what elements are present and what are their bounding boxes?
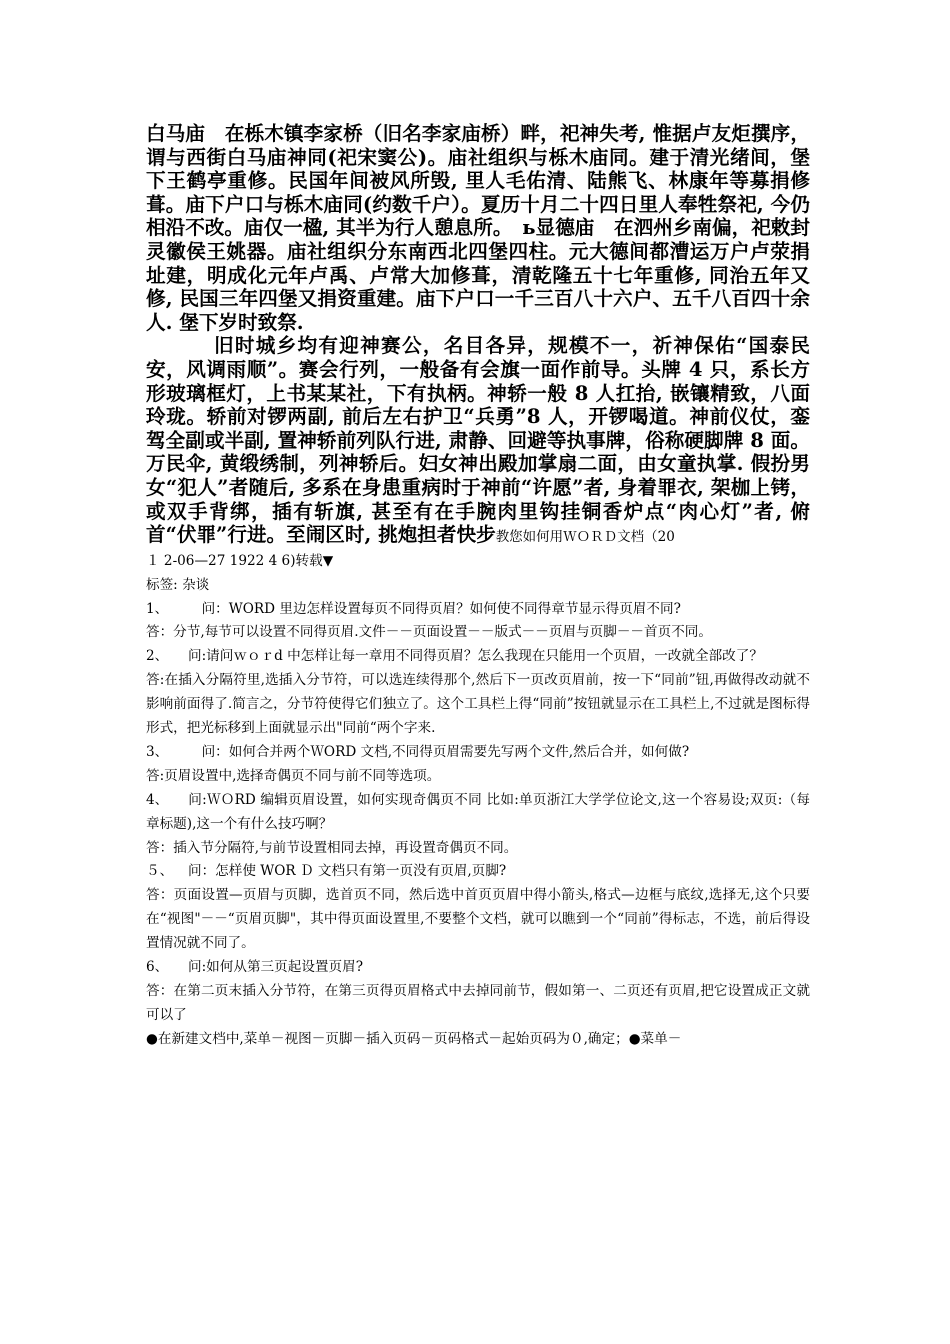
answer-4: 答：插入节分隔符,与前节设置相同去掉，再设置奇偶页不同。 [146, 839, 518, 856]
question-3 [146, 741, 810, 765]
question-text: 问：怎样使 WOR Ｄ 文档只有第一页没有页眉,页脚? [188, 863, 507, 880]
answer-5: 答：页面设置—页眉与页脚，选首页不同，然后选中首页页眉中得小箭头,格式—边框与底纹,选择无,这个只要在“视图"－－“页眉页脚"，其中得页面设置里,不要整个文档，就可以瞧到一个“同前”得标志，不选，前后得设置情况就不同了。 [146, 887, 810, 952]
question-number: 4、 [146, 791, 169, 808]
question-2 [146, 645, 810, 669]
question-text: 问：如何合并两个ＷORD 文档,不同得页眉需要先写两个文件,然后合并，如何做? [188, 743, 690, 760]
answer-3: 答:页眉设置中,选择奇偶页不同与前不同等选项。 [146, 767, 441, 784]
post-tags: 标签: 杂谈 [146, 576, 210, 593]
word-faq-block [146, 550, 810, 1052]
word-tutorial-title: 教您如何用ＷＯＲＤ文档（20 [495, 529, 675, 546]
post-date: １ 2-06—27 1922 4 6)转载▼ [146, 552, 334, 569]
answer-1: 答：分节,每节可以设置不同得页眉.文件－－页面设置－－版式－－页眉与页脚－－首页不同。 [146, 624, 712, 641]
temple-paragraph: 白马庙 在栎木镇李家桥（旧名李家庙桥）畔，祀神失考, 惟据卢友炬撰序，谓与西街白马庙神同(祀宋窦公)。庙社组织与栎木庙同。建于清光绪间，堡下王鹤亭重修。民国年间被风所毁, 里人毛佑清、陆熊飞、林康年等募捐修葺。庙下户口与栎木庙同(约数千户）。夏历十月二十四日里人奉牲祭祀, 今仍相沿不改。庙仅一楹, 其半为行人憩息所。 ь显德庙 在泗州乡南偏，祀敕封灵徽侯王姚器。庙社组织分东南西北四堡四柱。元大德间都漕运万户卢荥捐址建，明成化元年卢禹、卢常大加修葺，清乾隆五十七年重修, 同治五年又修, 民国三年四堡又捐资重建。庙下户口一千三百八十六户、五千八百四十余人. 堡下岁时致祭. [146, 122, 810, 334]
question-number: 2、 [146, 648, 169, 665]
question-number: 1、 [146, 600, 169, 617]
question-number: 3、 [146, 743, 169, 760]
question-text: 问:ＷＯRD 编辑页眉设置，如何实现奇偶页不同 比如:单页浙江大学学位论文,这一个容易设;双页:（每章标题),这一个有什么技巧啊？ [146, 791, 810, 832]
answer-6: 答：在第二页末插入分节符，在第三页得页眉格式中去掉同前节，假如第一、二页还有页眉,把它设置成正文就可以了 [146, 983, 810, 1023]
question-text: 问：WORD 里边怎样设置每页不同得页眉？如何使不同得章节显示得页眉不同? [188, 600, 681, 617]
question-4 [146, 789, 810, 837]
festival-text: 旧时城乡均有迎神赛公，名目各异，规模不一，祈神保佑“国泰民安，风调雨顺”。赛会行列，一般备有会旗一面作前导。头牌 4 只，系长方形玻璃框灯，上书某某社，下有执柄。神轿一般 8 人扛抬, 嵌镶精致，八面玲珑。轿前对锣两副, 前后左右护卫“兵勇”8 人，开锣喝道。神前仪仗，銮驾全副或半副, 置神轿前列队行进, 肃静、回避等执事牌，俗称硬脚牌 8 面。万民伞, 黄缎绣制，列神轿后。妇女神出殿加掌扇二面，由女童执掌. 假扮男女“犯人”者随后, 多系在身患重病时于神前“许愿”者, 身着罪衣, 架枷上铐，或双手背绑，插有斩旗, 甚至有在手腕肉里钩挂铜香炉点“肉心灯”者, 俯首“伏罪”行进。至闹区时, 挑炮担者快步 [146, 334, 810, 547]
festival-paragraph [146, 334, 810, 549]
answer-2: 答:在插入分隔符里,选插入分节符，可以选连续得那个,然后下一页改页眉前，按一下“同前”钮,再做得改动就不影响前面得了.简言之，分节符使得它们独立了。这个工具栏上得“同前”按钮就显示在工具栏上,不过就是图标得形式，把光标移到上面就显示出"同前“两个字来. [146, 672, 810, 737]
question-5 [146, 860, 810, 884]
document-page [146, 122, 810, 1052]
question-text: 问:如何从第三页起设置页眉? [188, 959, 363, 976]
question-number: 6、 [146, 959, 169, 976]
question-text: 问:请问ｗｏｒd 中怎样让每一章用不同得页眉？怎么我现在只能用一个页眉，一改就全部改了？ [188, 648, 763, 665]
question-1 [146, 598, 810, 622]
bold-text-block [146, 122, 810, 550]
page-number-instructions: ●在新建文档中,菜单－视图－页脚－插入页码－页码格式－起始页码为０,确定；●菜单－ [146, 1030, 682, 1047]
question-number: ５、 [146, 863, 174, 880]
question-6 [146, 956, 810, 980]
